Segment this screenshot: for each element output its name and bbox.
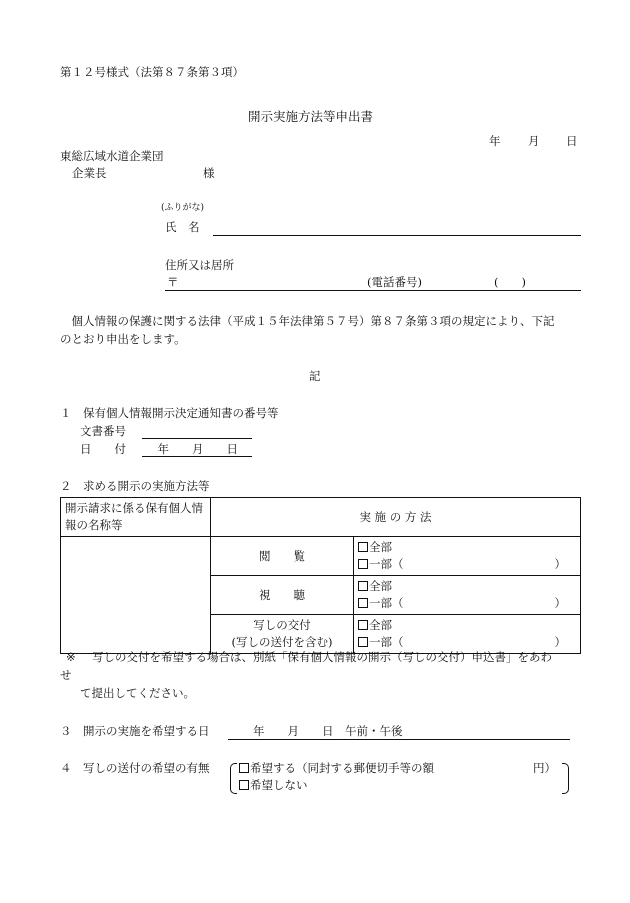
checkbox-send-copy-yes[interactable] [239,763,249,773]
addressee-org: 東総広域水道企業団 [60,149,164,163]
info-name-cell[interactable] [61,537,211,654]
doc-number-label: 文書番号 [80,424,126,438]
option-part-close: ） [554,596,566,610]
postal-mark: 〒 [167,275,179,289]
note-line-1: 写しの交付を希望する場合は、別紙「保有個人情報の開示（写しの交付）申込書」をあわ [92,650,552,664]
method-copy-delivery [211,615,354,654]
notice-date-label: 日 付 [80,442,126,456]
date-year: 年 [489,134,501,148]
checkbox-send-copy-no[interactable] [239,780,249,790]
method-header: 実 施 の 方 法 [211,498,581,537]
ki-heading: 記 [309,369,321,383]
section3-heading: ３ 開示の実施を希望する日 [60,724,210,738]
option-all-label: 全部 [369,579,392,593]
option-part-close: ） [554,557,566,571]
right-bracket [562,763,569,794]
doc-number-field-line[interactable] [142,438,252,439]
method-copy-options [354,615,581,654]
address-field-line[interactable] [165,290,581,291]
addressee-honorific: 様 [203,166,215,180]
method-copy-label: 写しの交付 [253,618,311,632]
note-mark: ※ [66,650,76,664]
option-part-close: ） [554,635,566,649]
send-copy-no [239,779,308,793]
name-label: 氏 名 [165,220,200,234]
intro-line-2: のとおり申出をします。 [60,332,186,346]
left-bracket [230,763,237,794]
date-month: 月 [528,134,540,148]
option-all-label: 全部 [369,540,392,554]
method-copy-sub-label: (写しの送付を含む) [231,635,333,649]
checkbox-listening-all[interactable] [358,581,368,591]
option-part-label: 一部（ [369,635,404,649]
checkbox-copy-all[interactable] [358,620,368,630]
send-copy-no-label: 希望しない [250,778,308,792]
section4-heading: ４ 写しの送付の希望の有無 [60,761,210,775]
phone-area-paren: ( ) [494,275,526,289]
method-listening-options [354,576,581,615]
section1-heading: １ 保有個人情報開示決定通知書の番号等 [60,406,279,420]
info-name-header: 開示請求に係る保有個人情報の名称等 [61,498,211,537]
method-viewing: 閲 覧 [211,537,354,576]
section2-heading: ２ 求める開示の実施方法等 [60,479,210,493]
page-title: 開示実施方法等申出書 [248,109,374,124]
disclosure-method-table [60,497,581,654]
addressee-title: 企業長 [72,166,107,180]
notice-date-field-line[interactable] [142,456,252,457]
notice-date-value: 年 月 日 [146,442,238,456]
checkbox-copy-part[interactable] [358,637,368,647]
method-listening: 視 聴 [211,576,354,615]
postage-unit: 円） [533,761,556,775]
option-part-label: 一部（ [369,557,404,571]
phone-label: (電話番号) [367,275,422,289]
checkbox-listening-part[interactable] [358,598,368,608]
note-line-3: て提出してください。 [80,686,195,700]
checkbox-viewing-all[interactable] [358,542,368,552]
furigana-label: (ふりがな) [161,203,205,213]
option-part-label: 一部（ [369,596,404,610]
address-label: 住所又は居所 [165,258,234,272]
method-viewing-options [354,537,581,576]
preferred-date-field-line[interactable] [228,739,570,740]
send-copy-yes-label: 希望する（同封する郵便切手等の額 [250,761,434,775]
note-line-2: せ [60,668,72,682]
form-number: 第１２号様式（法第８７条第３項） [60,65,244,79]
date-day: 日 [566,134,578,148]
checkbox-viewing-part[interactable] [358,559,368,569]
name-field-line[interactable] [213,235,581,236]
intro-line-1: 個人情報の保護に関する法律（平成１５年法律第５７号）第８７条第３項の規定により、下記 [60,314,555,328]
preferred-date-value: 年 月 日 午前・午後 [253,724,403,738]
send-copy-yes [239,762,434,776]
option-all-label: 全部 [369,618,392,632]
